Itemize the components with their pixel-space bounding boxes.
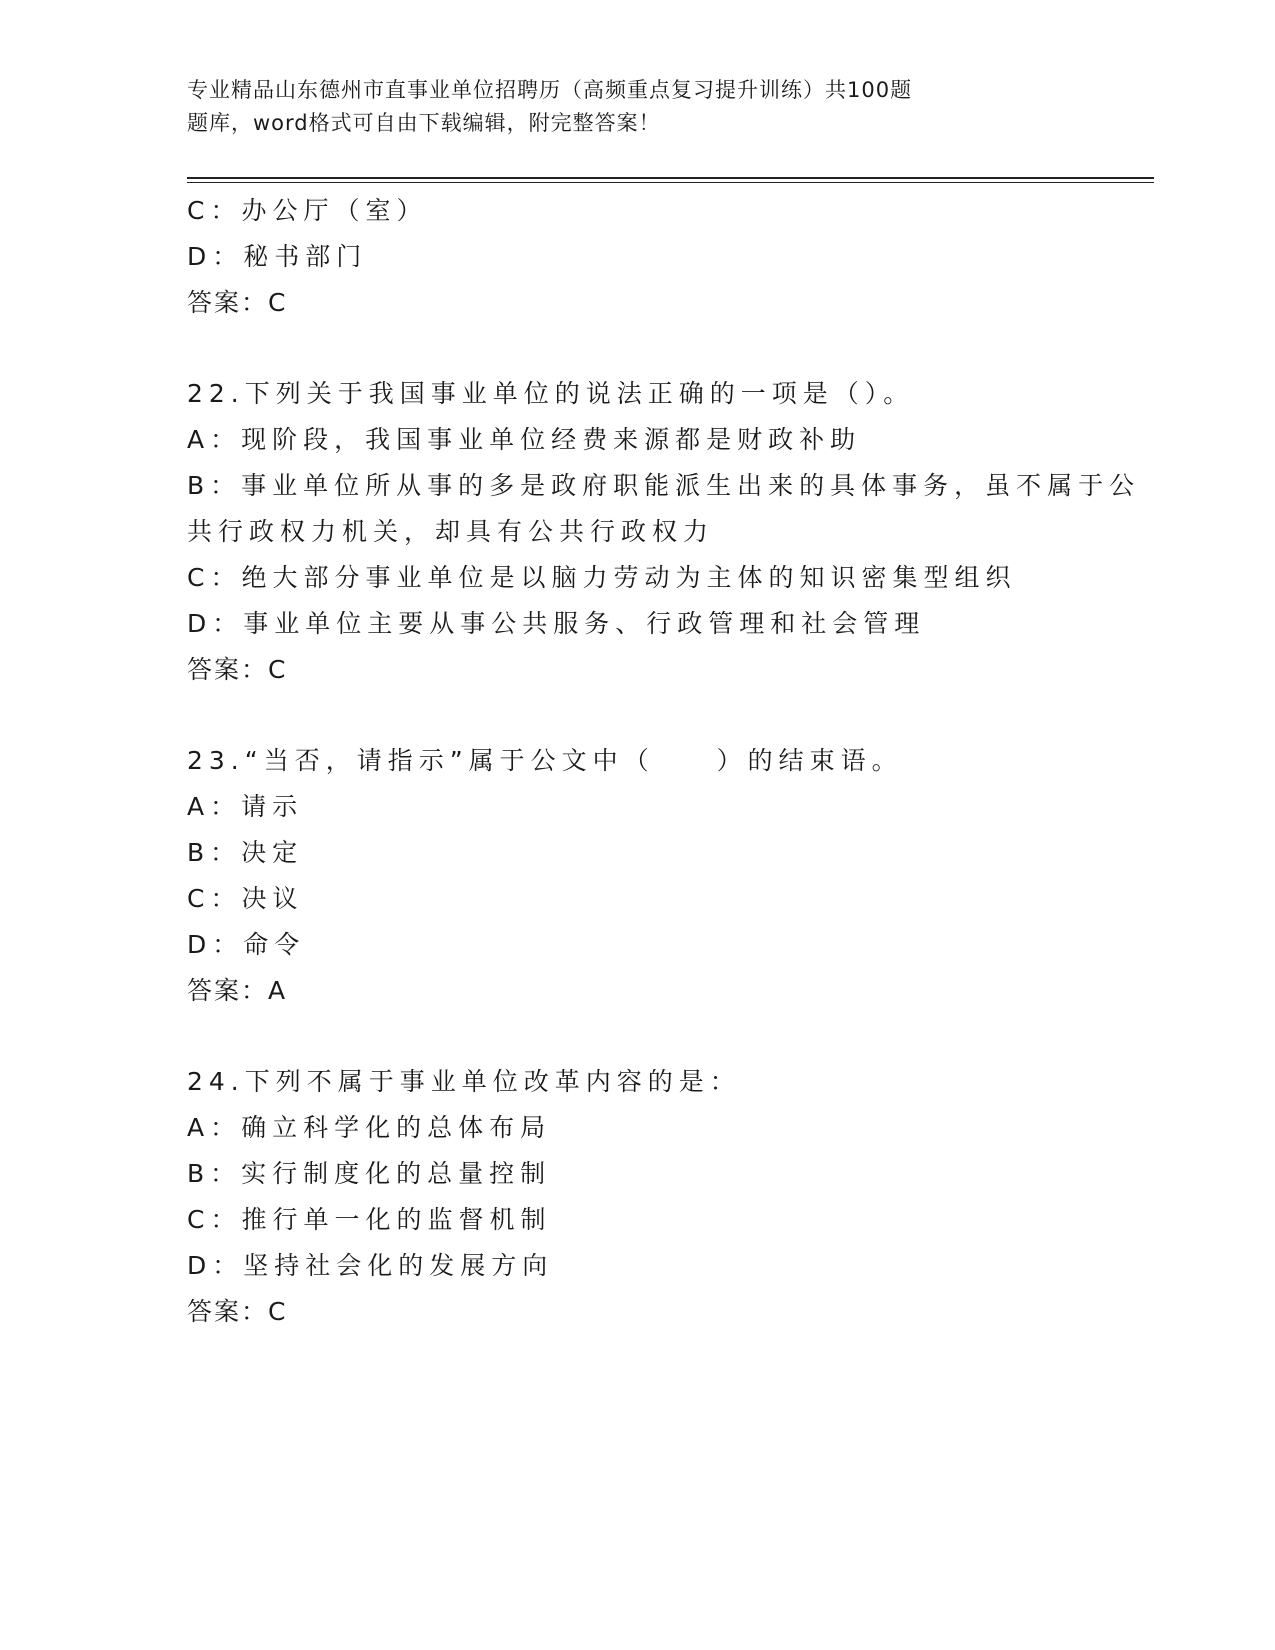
option-line: C：办公厅（室） [187,196,428,225]
header-line-2: 题库，word格式可自由下载编辑，附完整答案！ [187,111,661,135]
option-line: C：绝大部分事业单位是以脑力劳动为主体的知识密集型组织 [187,563,1017,592]
question-stem: 23.“当否，请指示”属于公文中（ ）的结束语。 [187,746,903,775]
header-line-1: 专业精品山东德州市直事业单位招聘历（高频重点复习提升训练）共100题 [187,78,913,102]
question-stem: 24.下列不属于事业单位改革内容的是： [187,1067,741,1096]
option-line: A：确立科学化的总体布局 [187,1113,552,1142]
option-line: A：请示 [187,792,304,821]
option-line-continuation: 共行政权力机关，却具有公共行政权力 [187,517,715,546]
option-line: C：推行单一化的监督机制 [187,1205,552,1234]
option-line: B：决定 [187,838,304,867]
option-line: D：事业单位主要从事公共服务、行政管理和社会管理 [187,609,926,638]
option-line: B：事业单位所从事的多是政府职能派生出来的具体事务，虽不属于公 [187,471,1141,500]
question-22 [187,371,1141,693]
option-line: A：现阶段，我国事业单位经费来源都是财政补助 [187,425,862,454]
option-line: D：秘书部门 [187,242,368,271]
option-line: D：命令 [187,930,306,959]
question-23 [187,738,1087,1014]
answer-line: 答案：C [187,1297,288,1326]
option-line: C：决议 [187,884,304,913]
spacer [187,326,1087,371]
answer-line: 答案：C [187,655,288,684]
page-header [187,74,1017,140]
spacer [187,1014,1087,1059]
question-content [187,188,1141,1335]
header-rule-thin [187,182,1154,183]
spacer [187,693,1087,738]
question-stem: 22.下列关于我国事业单位的说法正确的一项是（）。 [187,379,915,408]
option-line: B：实行制度化的总量控制 [187,1159,552,1188]
question-24 [187,1059,1087,1335]
answer-line: 答案：C [187,288,288,317]
question-21-continued [187,188,1087,326]
option-line: D：坚持社会化的发展方向 [187,1251,554,1280]
header-rule-thick [187,177,1154,179]
answer-line: 答案：A [187,976,288,1005]
